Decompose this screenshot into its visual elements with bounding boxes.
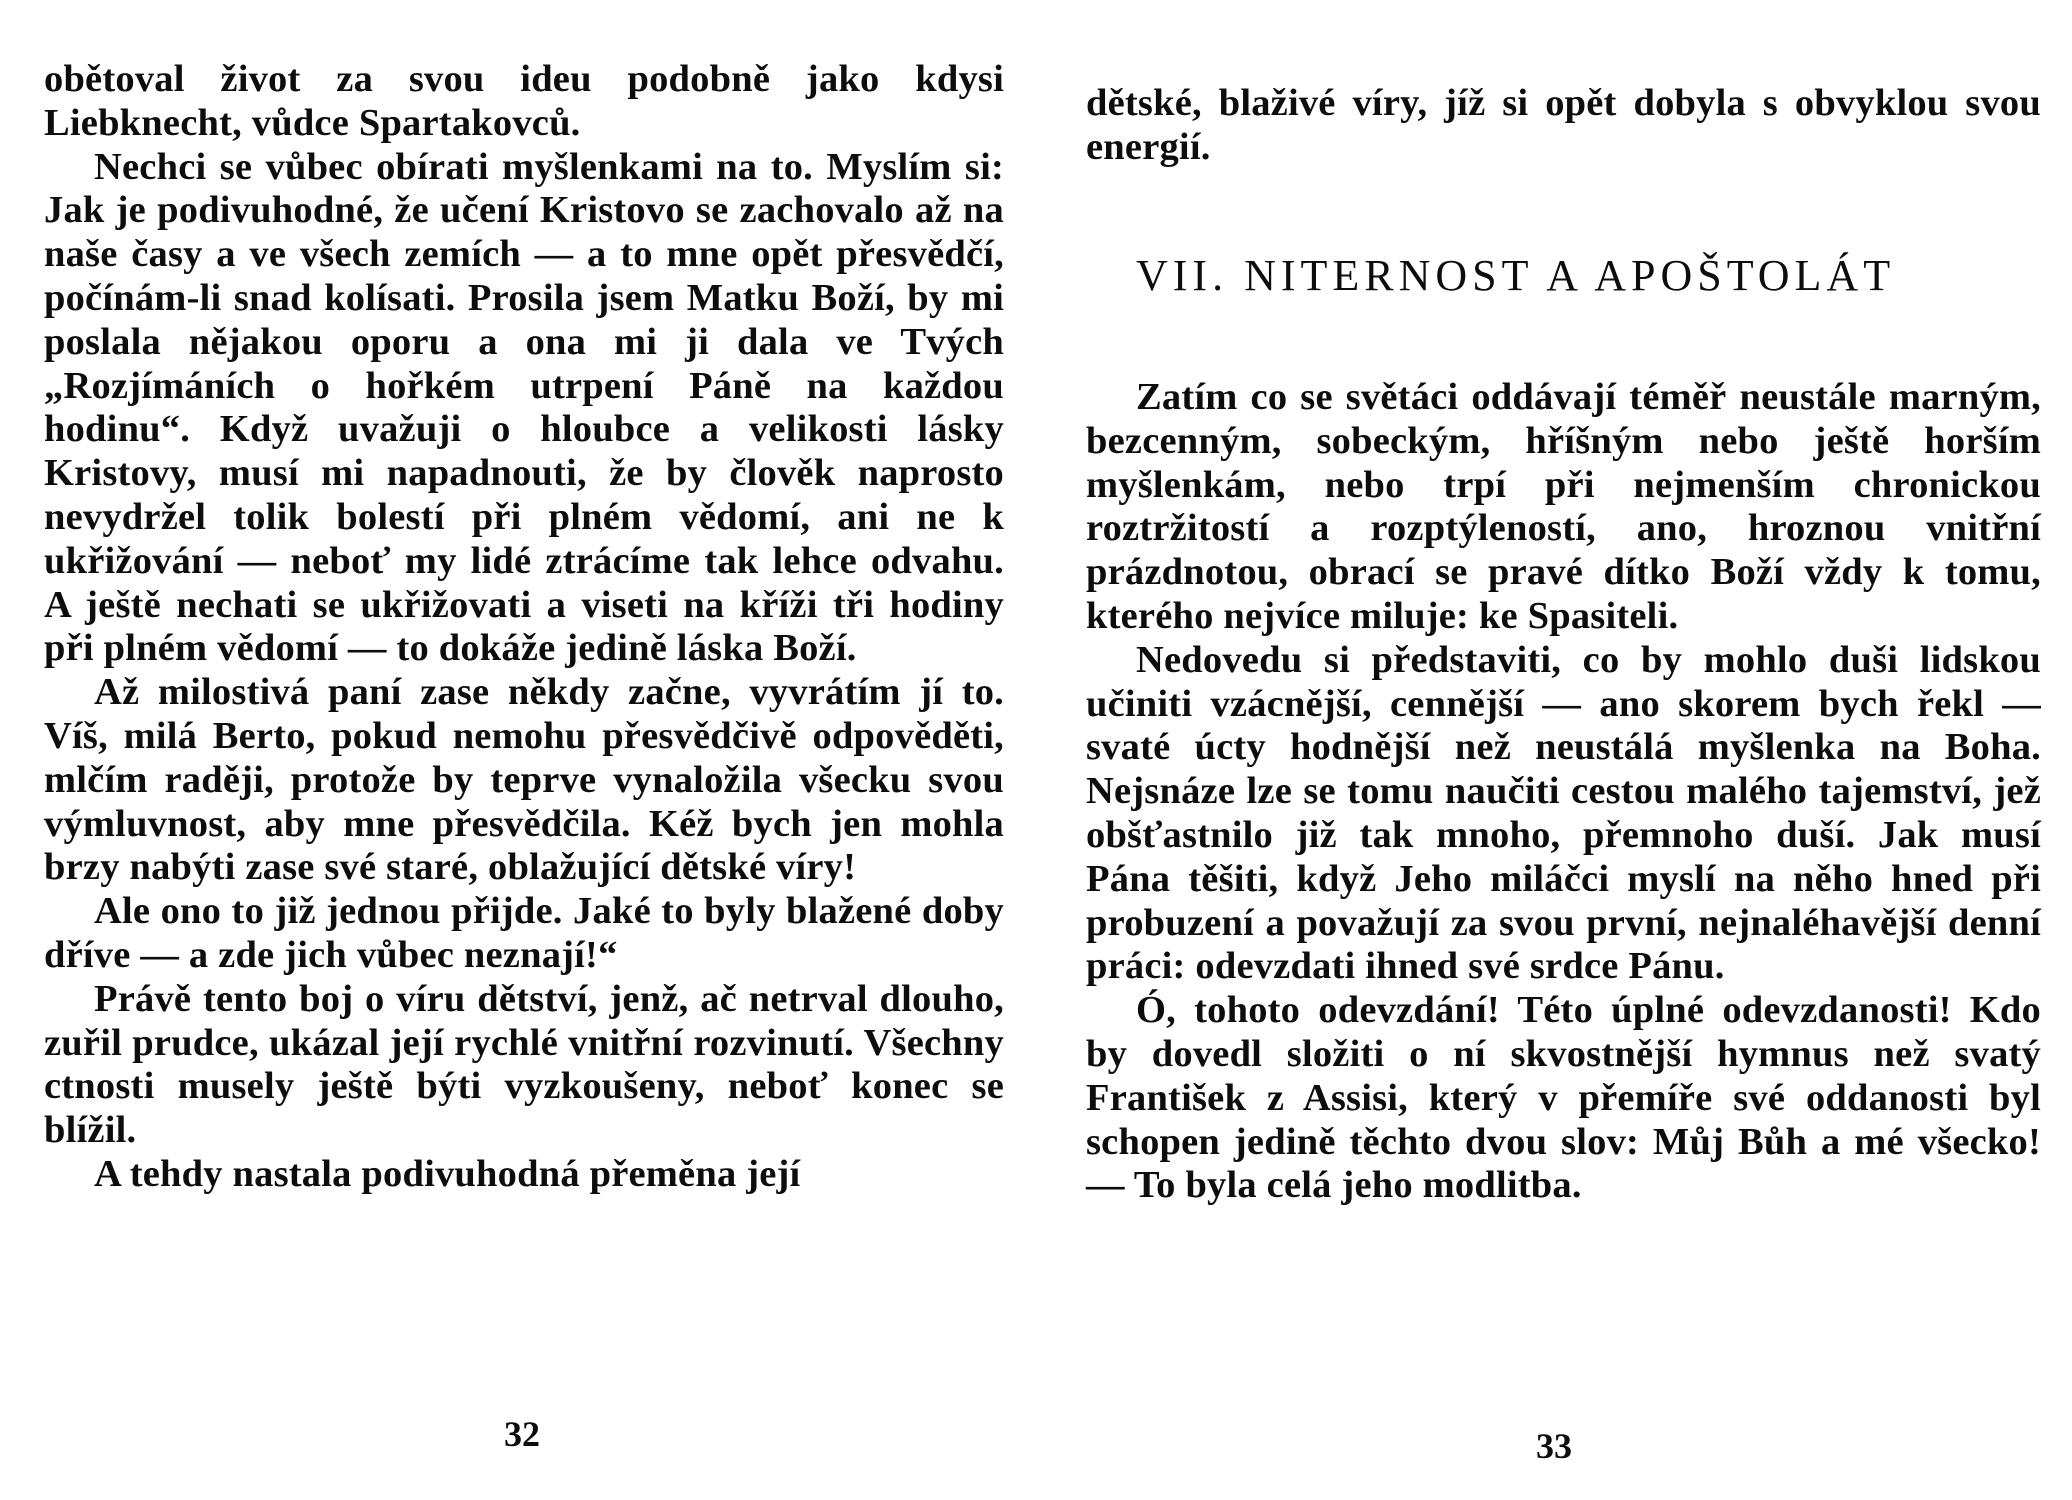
right-page-text: [1086, 376, 2041, 1208]
paragraph: obětoval život za svou ideu podobně jako kdysi Liebknecht, vůdce Spartakovců.: [44, 58, 1004, 144]
paragraph: Zatím co se světáci oddávají téměř neustále marným, bezcenným, sobeckým, hříšným nebo ještě horším myšlenkám, nebo trpí při nejmenším chronickou roztržitostí a rozptýleností, ano, hroznou vnitřní prázdnotou, obrací se pravé dítko Boží vždy k tomu, kterého nejvíce miluje: ke Spasiteli.: [1086, 376, 2041, 637]
paragraph: Právě tento boj o víru dětství, jenž, ač netrval dlouho, zuřil prudce, ukázal její rychlé vnitřní rozvinutí. Všechny ctnosti musely ještě býti vyzkoušeny, neboť konec se blížil.: [44, 977, 1004, 1152]
paragraph: Až milostivá paní zase někdy začne, vyvrátím jí to. Víš, milá Berto, pokud nemohu přesvědčivě odpověděti, mlčím raději, protože by teprve vynaložila všecku svou výmluvnost, aby mne přesvědčila. Kéž bych jen mohla brzy nabýti zase své staré, oblažující dětské víry!: [44, 671, 1004, 889]
left-page-text: [44, 58, 1004, 1197]
chapter-heading: VII. NITERNOST A APOŠTOLÁT: [1136, 251, 1896, 300]
paragraph: Nechci se vůbec obírati myšlenkami na to. Myslím si: Jak je podivuhodné, že učení Kristovo se zachovalo až na naše časy a ve všech zemích — a to mne opět přesvědčí, počínám-li snad kolísati. Prosila jsem Matku Boží, by mi poslala nějakou oporu a ona mi ji dala ve Tvých „Rozjímáních o hořkém utrpení Páně na každou hodinu“. Když uvažuji o hloubce a velikosti lásky Kristovy, musí mi napadnouti, že by člověk naprosto nevydržel tolik bolestí při plném vědomí, ani ne k ukřižování — neboť my lidé ztrácíme tak lehce odvahu. A ještě nechati se ukřižovati a viseti na kříži tři hodiny při plném vědomí — to dokáže jedině láska Boží.: [44, 145, 1004, 670]
page-number: 32: [504, 1414, 540, 1454]
left-page: [44, 0, 1004, 1500]
right-page: [1086, 0, 2041, 1500]
paragraph: A tehdy nastala podivuhodná přeměna její: [94, 1152, 801, 1195]
page-number: 33: [1536, 1426, 1572, 1466]
paragraph: dětské, blaživé víry, jíž si opět dobyla s obvyklou svou energií.: [1086, 82, 2041, 168]
paragraph: Ale ono to již jednou přijde. Jaké to byly blažené doby dříve — a zde jich vůbec neznají!“: [44, 890, 1004, 976]
carry-over-text: [1086, 82, 2041, 170]
paragraph: Ó, tohoto odevzdání! Této úplné odevzdanosti! Kdo by dovedl složiti o ní skvostnější hymnus než svatý František z Assisi, který v přemíře své oddanosti byl schopen jedině těchto dvou slov: Můj Bůh a mé všecko! — To byla celá jeho modlitba.: [1086, 989, 2041, 1207]
paragraph: Nedovedu si představiti, co by mohlo duši lidskou učiniti vzácnější, cennější — ano skorem bych řekl — svaté úcty hodnější než neustálá myšlenka na Boha. Nejsnáze lze se tomu naučiti cestou malého tajemství, jež obšťastnilo již tak mnoho, přemnoho duší. Jak musí Pána těšiti, když Jeho miláčci myslí na něho hned při probuzení a považují za svou první, nejnaléhavější denní práci: odevzdati ihned své srdce Pánu.: [1086, 638, 2041, 988]
